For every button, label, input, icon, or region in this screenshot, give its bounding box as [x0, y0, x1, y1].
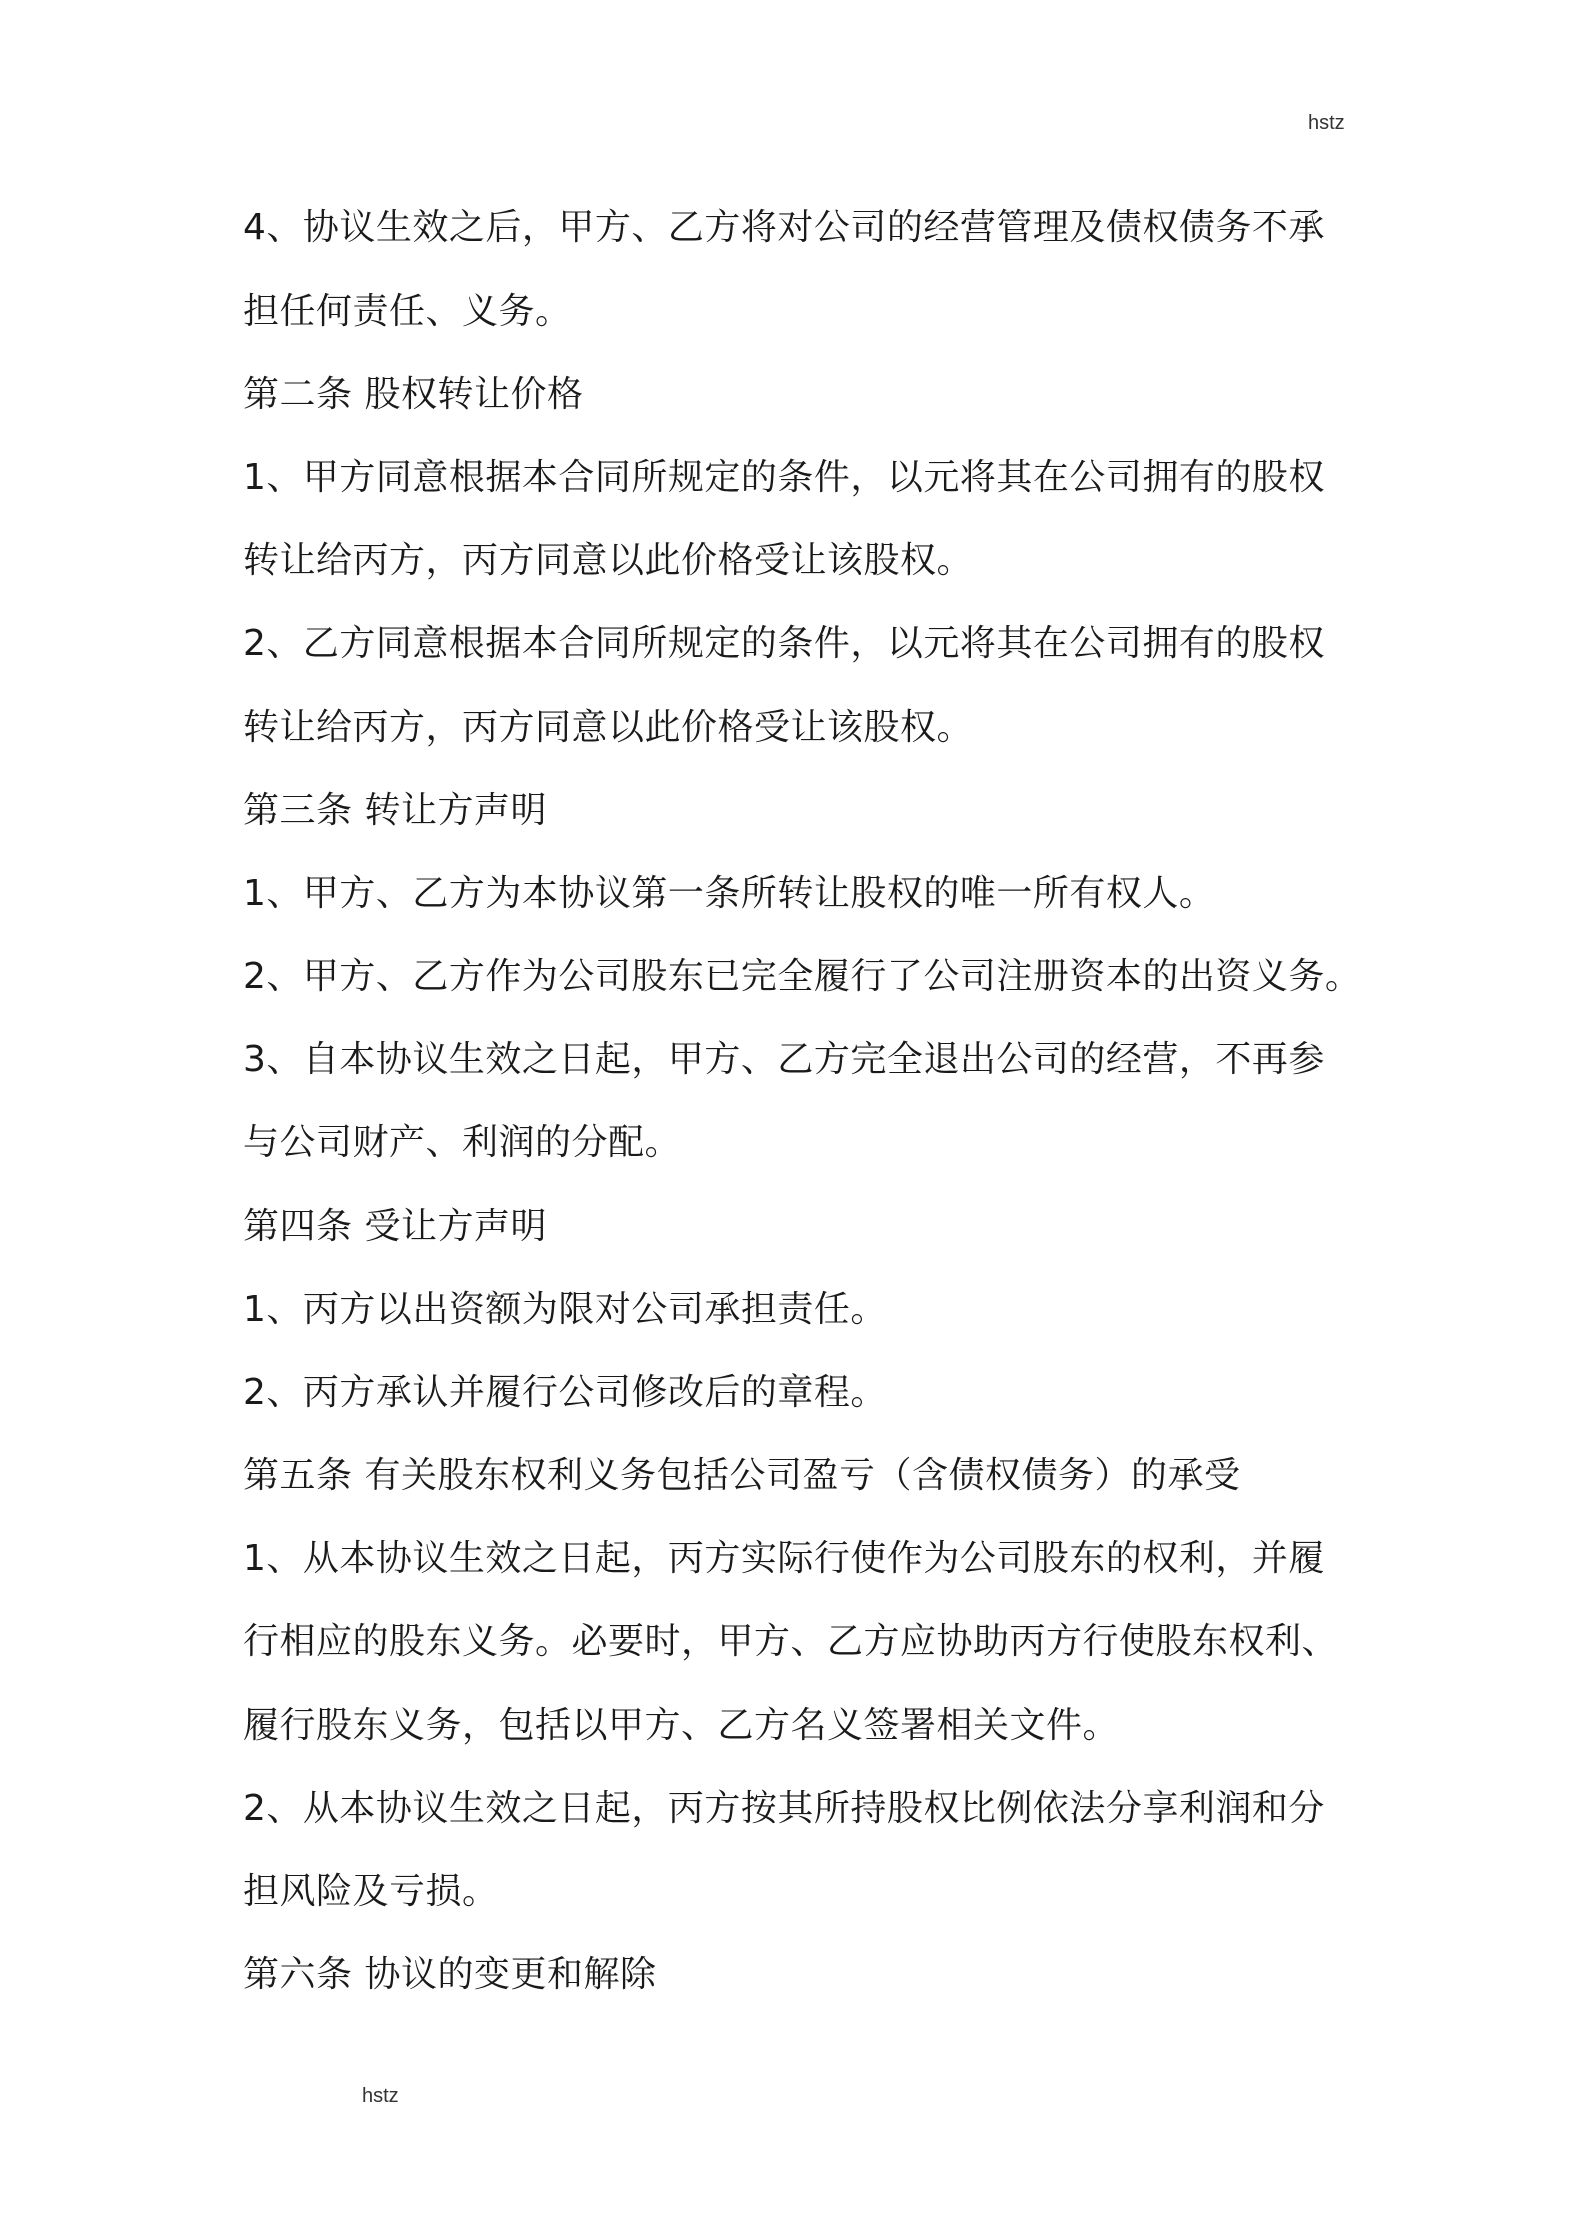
section-heading: 第五条 有关股东权利义务包括公司盈亏（含债权债务）的承受 [243, 1455, 1241, 1496]
text-line: 4、协议生效之后，甲方、乙方将对公司的经营管理及债权债务不承 [243, 207, 1325, 248]
footer-watermark: hstz [362, 2085, 399, 2107]
text-line: 2、丙方承认并履行公司修改后的章程。 [243, 1372, 887, 1413]
section-heading: 第四条 受让方声明 [243, 1206, 547, 1247]
text-line: 2、从本协议生效之日起，丙方按其所持股权比例依法分享利润和分 [243, 1788, 1325, 1829]
header-watermark: hstz [1308, 112, 1345, 134]
text-line: 履行股东义务，包括以甲方、乙方名义签署相关文件。 [243, 1705, 1120, 1746]
text-line: 1、丙方以出资额为限对公司承担责任。 [243, 1289, 887, 1330]
text-line: 3、自本协议生效之日起，甲方、乙方完全退出公司的经营，不再参 [243, 1039, 1325, 1080]
section-heading: 第三条 转让方声明 [243, 790, 547, 831]
text-line: 1、甲方、乙方为本协议第一条所转让股权的唯一所有权人。 [243, 873, 1216, 914]
text-line: 1、从本协议生效之日起，丙方实际行使作为公司股东的权利，并履 [243, 1538, 1325, 1579]
text-line: 行相应的股东义务。必要时，甲方、乙方应协助丙方行使股东权利、 [243, 1621, 1339, 1662]
text-line: 与公司财产、利润的分配。 [243, 1122, 682, 1163]
text-line: 2、甲方、乙方作为公司股东已完全履行了公司注册资本的出资义务。 [243, 956, 1362, 997]
text-line: 担任何责任、义务。 [243, 291, 572, 332]
text-line: 担风险及亏损。 [243, 1871, 499, 1912]
section-heading: 第二条 股权转让价格 [243, 374, 584, 415]
text-line: 转让给丙方，丙方同意以此价格受让该股权。 [243, 540, 974, 581]
text-line: 2、乙方同意根据本合同所规定的条件，以元将其在公司拥有的股权 [243, 623, 1325, 664]
text-line: 1、甲方同意根据本合同所规定的条件，以元将其在公司拥有的股权 [243, 457, 1325, 498]
section-heading: 第六条 协议的变更和解除 [243, 1954, 657, 1995]
text-line: 转让给丙方，丙方同意以此价格受让该股权。 [243, 707, 974, 748]
